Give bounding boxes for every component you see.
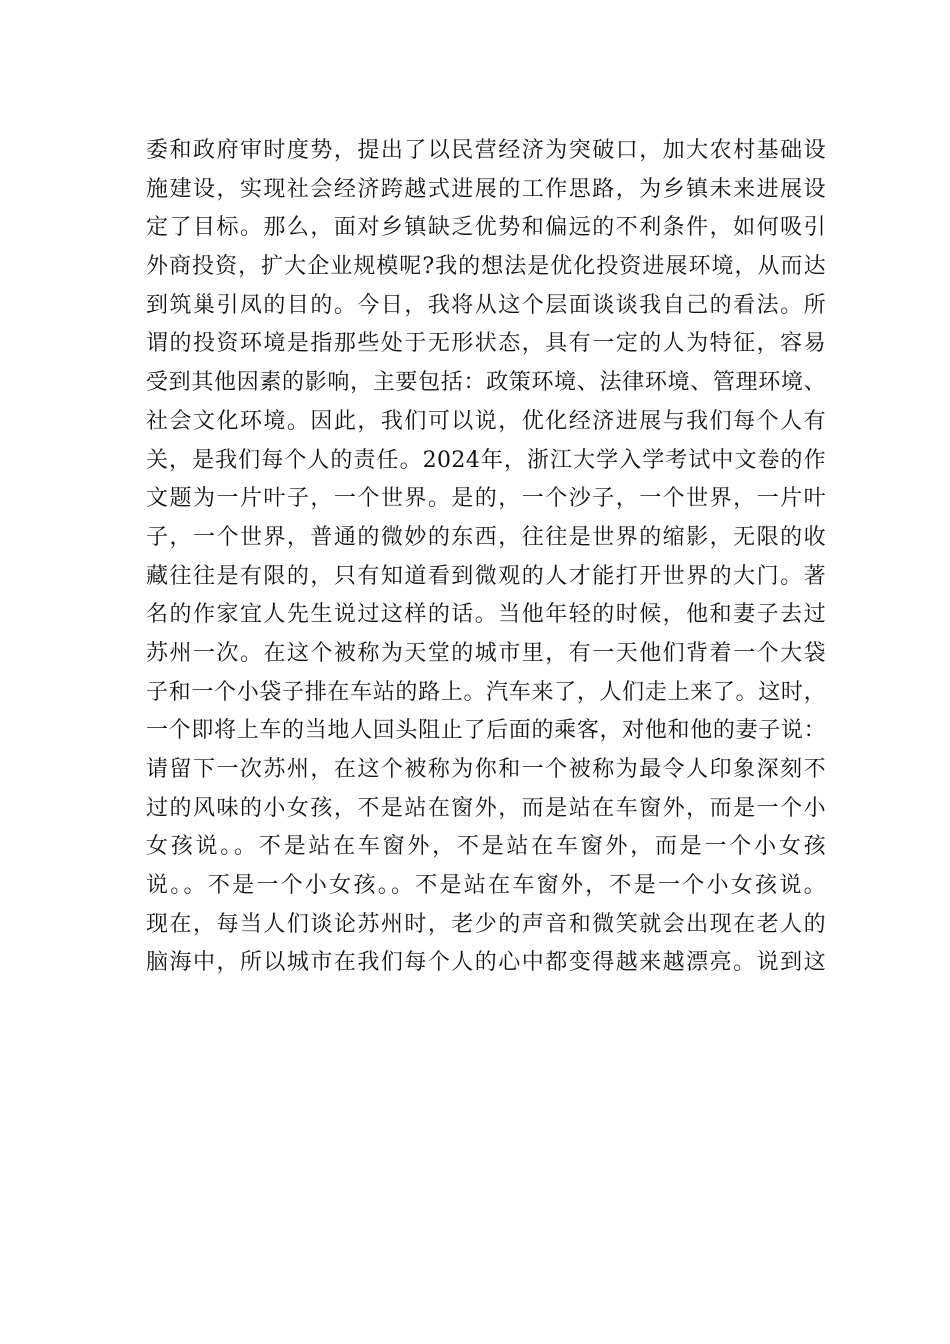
text-line: 谓的投资环境是指那些处于无形状态，具有一定的人为特征，容易 [146,331,826,357]
text-line: 关，是我们每个人的责任。2024年，浙江大学入学考试中文卷的作 [146,447,826,473]
text-line: 委和政府审时度势，提出了以民营经济为突破口，加大农村基础设 [146,138,826,163]
text-line: 施建设，实现社会经济跨越式进展的工作思路，为乡镇未来进展设 [146,176,826,202]
text-line: 受到其他因素的影响，主要包括：政策环境、法律环境、管理环境、 [146,370,826,396]
text-line: 女孩说。。不是站在车窗外，不是站在车窗外，而是一个小女孩 [146,834,826,860]
text-line: 请留下一次苏州，在这个被称为你和一个被称为最令人印象深刻不 [146,757,826,782]
text-line: 脑海中，所以城市在我们每个人的心中都变得越来越漂亮。说到这 [146,950,826,976]
text-line: 定了目标。那么，面对乡镇缺乏优势和偏远的不利条件，如何吸引 [146,215,826,241]
text-line: 名的作家宜人先生说过这样的话。当他年轻的时候，他和妻子去过 [146,602,826,628]
text-line: 到筑巢引凤的目的。今日，我将从这个层面谈谈我自己的看法。所 [146,292,826,318]
text-line: 一个即将上车的当地人回头阻止了后面的乘客，对他和他的妻子说： [146,718,826,744]
body-text [146,132,826,983]
text-line: 子和一个小袋子排在车站的路上。汽车来了，人们走上来了。这时， [146,679,826,705]
text-line: 外商投资，扩大企业规模呢?我的想法是优化投资进展环境，从而达 [146,254,826,280]
text-line: 社会文化环境。因此，我们可以说，优化经济进展与我们每个人有 [146,408,826,434]
text-line: 子，一个世界，普通的微妙的东西，往往是世界的缩影，无限的收 [146,524,826,550]
text-line: 苏州一次。在这个被称为天堂的城市里，有一天他们背着一个大袋 [146,640,826,666]
text-line: 过的风味的小女孩，不是站在窗外，而是站在车窗外，而是一个小 [146,795,826,821]
text-line: 文题为一片叶子，一个世界。是的，一个沙子，一个世界，一片叶 [146,486,826,512]
text-line: 说。。不是一个小女孩。。不是站在车窗外，不是一个小女孩说。 [146,873,826,899]
text-line: 藏往往是有限的，只有知道看到微观的人才能打开世界的大门。著 [146,563,826,589]
text-line: 现在，每当人们谈论苏州时，老少的声音和微笑就会出现在老人的 [146,911,826,937]
